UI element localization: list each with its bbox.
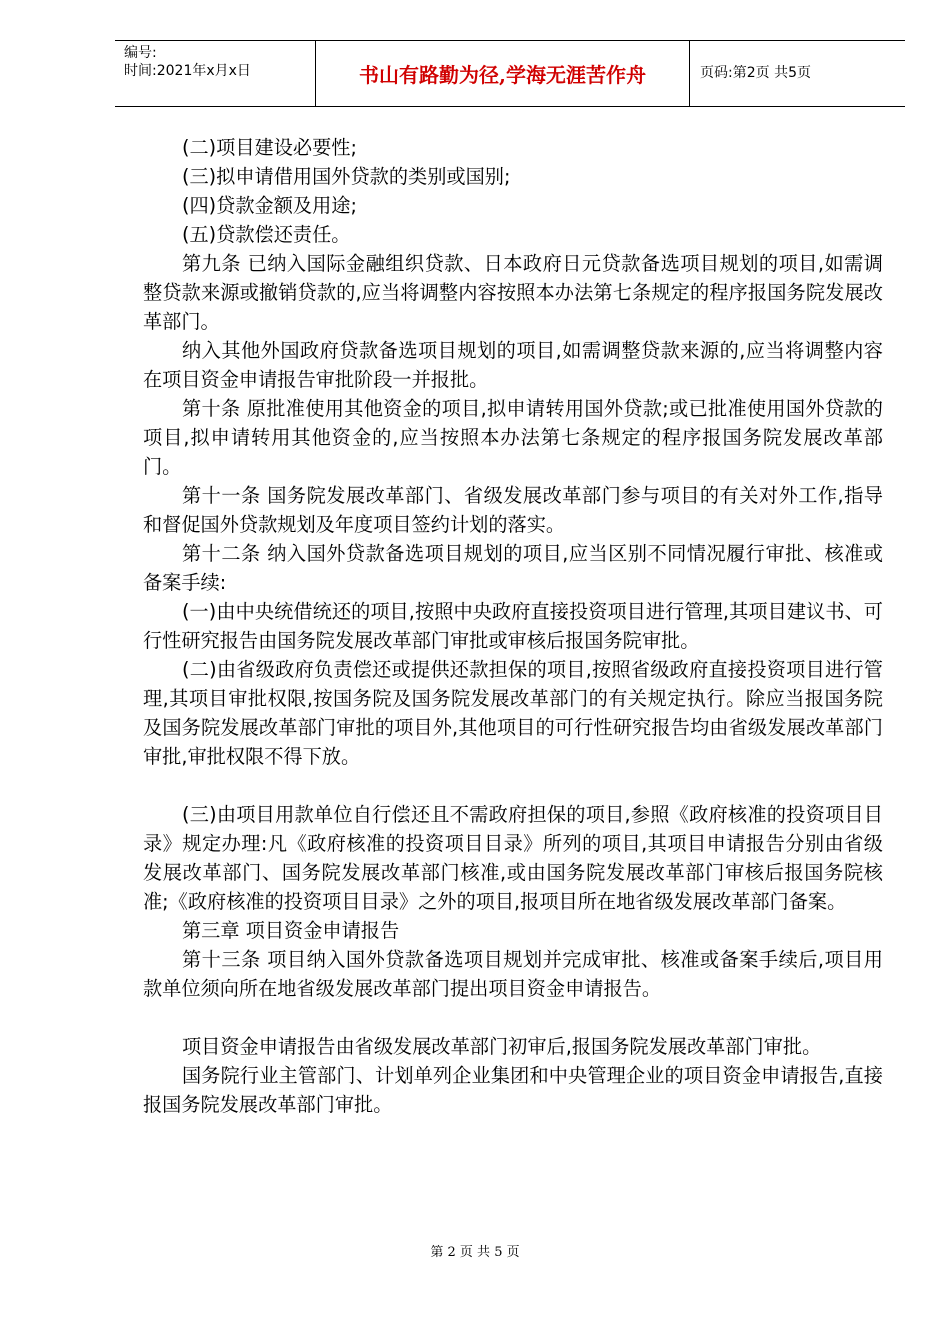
paragraph: 第十三条 项目纳入国外贷款备选项目规划并完成审批、核准或备案手续后,项目用款单位须向所在地省级发展改革部门提出项目资金申请报告。 bbox=[143, 948, 883, 1000]
paragraph: (一)由中央统借统还的项目,按照中央政府直接投资项目进行管理,其项目建议书、可行性研究报告由国务院发展改革部门审批或审核后报国务院审批。 bbox=[143, 600, 883, 652]
header-info-cell bbox=[115, 41, 316, 106]
paragraph: (二)项目建设必要性; bbox=[182, 136, 357, 159]
paragraph: (三)由项目用款单位自行偿还且不需政府担保的项目,参照《政府核准的投资项目目录》规定办理:凡《政府核准的投资项目目录》所列的项目,其项目申请报告分别由省级发展改革部门、国务院发展改革部门核准,或由国务院发展改革部门审核后报国务院核准;《政府核准的投资项目目录》之外的项目,报项目所在地省级发展改革部门备案。 bbox=[143, 803, 883, 913]
paragraph: (三)拟申请借用国外贷款的类别或国别; bbox=[182, 165, 511, 188]
blank-line bbox=[143, 1003, 883, 1032]
paragraph: 项目资金申请报告由省级发展改革部门初审后,报国务院发展改革部门审批。 bbox=[182, 1035, 822, 1058]
time-label: 时间:2021年x月x日 bbox=[124, 63, 251, 79]
page-code: 页码:第2页 共5页 bbox=[700, 65, 811, 81]
paragraph: 第十条 原批准使用其他资金的项目,拟申请转用国外贷款;或已批准使用国外贷款的项目,拟申请转用其他资金的,应当按照本办法第七条规定的程序报国务院发展改革部门。 bbox=[143, 397, 883, 478]
page-header bbox=[115, 40, 905, 107]
header-page-cell bbox=[690, 41, 905, 106]
paragraph: 第十二条 纳入国外贷款备选项目规划的项目,应当区别不同情况履行审批、核准或备案手续: bbox=[143, 542, 883, 594]
paragraph: 第十一条 国务院发展改革部门、省级发展改革部门参与项目的有关对外工作,指导和督促国外贷款规划及年度项目签约计划的落实。 bbox=[143, 484, 883, 536]
chapter-heading: 第三章 项目资金申请报告 bbox=[182, 919, 400, 942]
paragraph: (四)贷款金额及用途; bbox=[182, 194, 357, 217]
document-body bbox=[143, 133, 883, 1119]
paragraph: 纳入其他外国政府贷款备选项目规划的项目,如需调整贷款来源的,应当将调整内容在项目资金申请报告审批阶段一并报批。 bbox=[143, 339, 883, 391]
paragraph: 第九条 已纳入国际金融组织贷款、日本政府日元贷款备选项目规划的项目,如需调整贷款来源或撤销贷款的,应当将调整内容按照本办法第七条规定的程序报国务院发展改革部门。 bbox=[143, 252, 883, 333]
page-footer: 第 2 页 共 5 页 bbox=[430, 1245, 520, 1260]
blank-line bbox=[143, 771, 883, 800]
paragraph: (二)由省级政府负责偿还或提供还款担保的项目,按照省级政府直接投资项目进行管理,其项目审批权限,按国务院及国务院发展改革部门的有关规定执行。除应当报国务院及国务院发展改革部门审批的项目外,其他项目的可行性研究报告均由省级发展改革部门审批,审批权限不得下放。 bbox=[143, 658, 883, 768]
header-motto-cell bbox=[316, 41, 690, 106]
serial-label: 编号: bbox=[124, 45, 157, 61]
motto-text: 书山有路勤为径,学海无涯苦作舟 bbox=[359, 63, 646, 87]
paragraph: (五)贷款偿还责任。 bbox=[182, 223, 351, 246]
paragraph: 国务院行业主管部门、计划单列企业集团和中央管理企业的项目资金申请报告,直接报国务院发展改革部门审批。 bbox=[143, 1064, 883, 1116]
